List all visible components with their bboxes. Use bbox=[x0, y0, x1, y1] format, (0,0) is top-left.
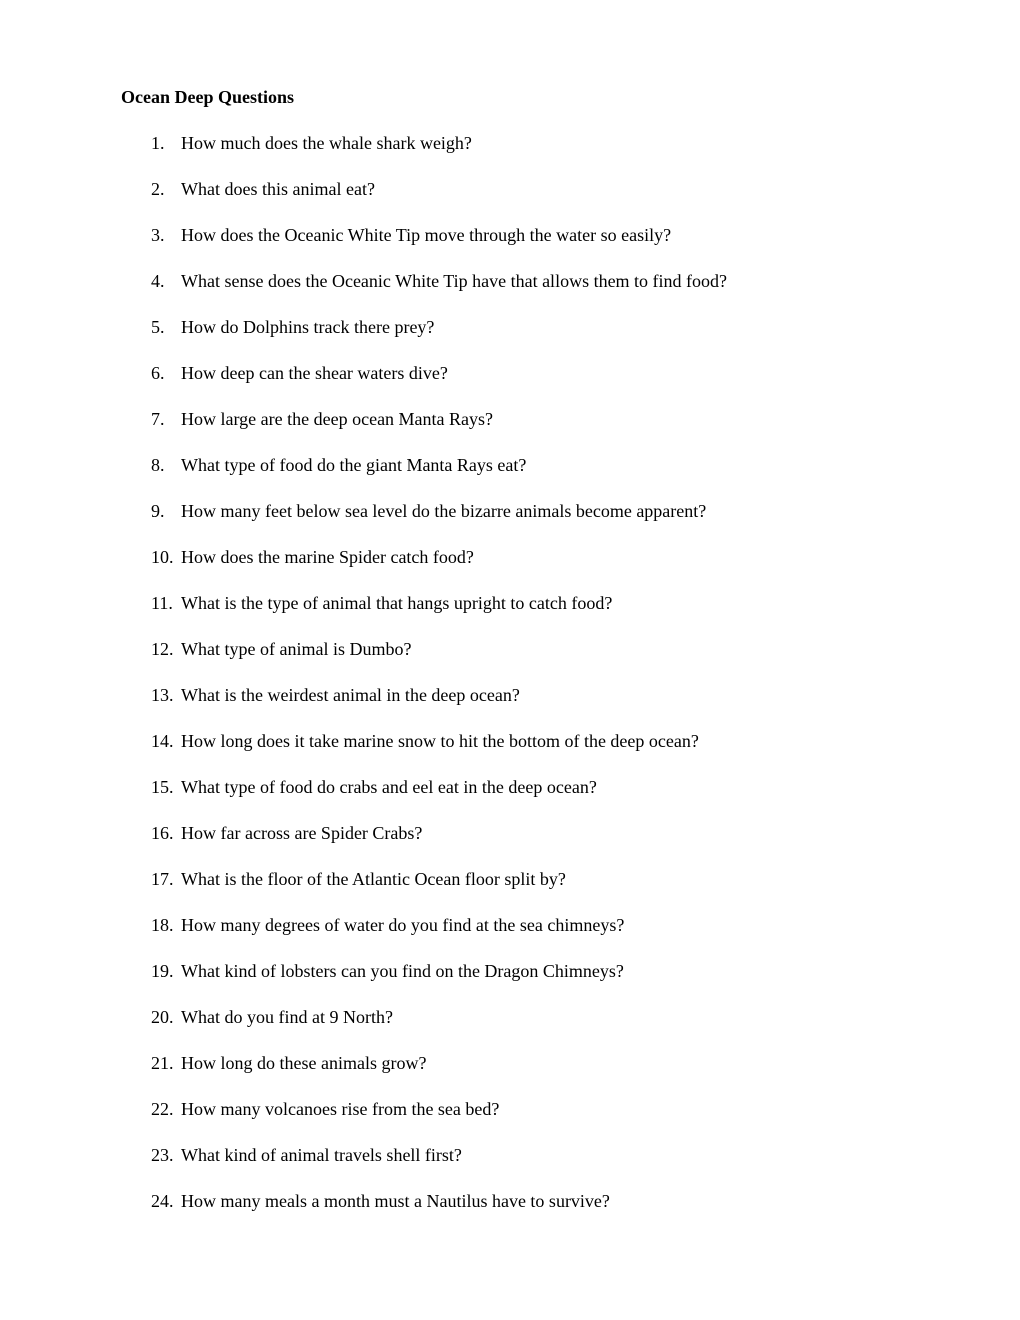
question-number: 8. bbox=[151, 455, 165, 475]
page-title: Ocean Deep Questions bbox=[121, 87, 294, 107]
question-text: What do you find at 9 North? bbox=[181, 1007, 393, 1027]
question-number: 20. bbox=[151, 1007, 174, 1027]
question-text: How many meals a month must a Nautilus have to survive? bbox=[181, 1191, 610, 1211]
question-text: What is the type of animal that hangs upright to catch food? bbox=[181, 593, 613, 613]
question-text: How large are the deep ocean Manta Rays? bbox=[181, 409, 494, 429]
question-item bbox=[151, 776, 727, 822]
question-number: 13. bbox=[151, 685, 174, 705]
question-text: What kind of animal travels shell first? bbox=[181, 1145, 462, 1165]
question-text: What is the floor of the Atlantic Ocean floor split by? bbox=[181, 869, 566, 889]
question-text: How does the Oceanic White Tip move through the water so easily? bbox=[181, 225, 672, 245]
question-text: What sense does the Oceanic White Tip have that allows them to find food? bbox=[181, 271, 728, 291]
question-text: How long does it take marine snow to hit the bottom of the deep ocean? bbox=[181, 731, 699, 751]
question-number: 23. bbox=[151, 1145, 174, 1165]
question-text: How far across are Spider Crabs? bbox=[181, 823, 423, 843]
question-list bbox=[151, 132, 727, 1236]
question-item bbox=[151, 132, 727, 178]
question-item bbox=[151, 638, 727, 684]
question-text: What type of animal is Dumbo? bbox=[181, 639, 412, 659]
question-text: What kind of lobsters can you find on the Dragon Chimneys? bbox=[181, 961, 624, 981]
question-number: 22. bbox=[151, 1099, 174, 1119]
question-number: 7. bbox=[151, 409, 165, 429]
question-item bbox=[151, 684, 727, 730]
question-text: How does the marine Spider catch food? bbox=[181, 547, 474, 567]
question-text: What does this animal eat? bbox=[181, 179, 375, 199]
question-number: 16. bbox=[151, 823, 174, 843]
question-number: 15. bbox=[151, 777, 174, 797]
question-number: 10. bbox=[151, 547, 174, 567]
question-item bbox=[151, 868, 727, 914]
question-item bbox=[151, 1052, 727, 1098]
question-number: 5. bbox=[151, 317, 165, 337]
question-text: How long do these animals grow? bbox=[181, 1053, 427, 1073]
question-item bbox=[151, 822, 727, 868]
question-item bbox=[151, 1190, 727, 1236]
question-item bbox=[151, 592, 727, 638]
question-item bbox=[151, 914, 727, 960]
question-item bbox=[151, 408, 727, 454]
question-text: What is the weirdest animal in the deep ocean? bbox=[181, 685, 520, 705]
question-number: 14. bbox=[151, 731, 174, 751]
question-number: 18. bbox=[151, 915, 174, 935]
question-text: How much does the whale shark weigh? bbox=[181, 133, 472, 153]
question-number: 2. bbox=[151, 179, 165, 199]
question-item bbox=[151, 454, 727, 500]
question-number: 11. bbox=[151, 593, 173, 613]
question-number: 19. bbox=[151, 961, 174, 981]
question-item bbox=[151, 1098, 727, 1144]
question-number: 17. bbox=[151, 869, 174, 889]
question-item bbox=[151, 270, 727, 316]
question-text: How many feet below sea level do the bizarre animals become apparent? bbox=[181, 501, 707, 521]
question-number: 12. bbox=[151, 639, 174, 659]
question-text: How many degrees of water do you find at the sea chimneys? bbox=[181, 915, 625, 935]
question-item bbox=[151, 362, 727, 408]
question-number: 24. bbox=[151, 1191, 174, 1211]
question-number: 21. bbox=[151, 1053, 174, 1073]
question-number: 4. bbox=[151, 271, 165, 291]
question-number: 9. bbox=[151, 501, 165, 521]
question-item bbox=[151, 1144, 727, 1190]
question-text: What type of food do crabs and eel eat in the deep ocean? bbox=[181, 777, 597, 797]
question-item bbox=[151, 224, 727, 270]
question-number: 1. bbox=[151, 133, 165, 153]
question-text: What type of food do the giant Manta Rays eat? bbox=[181, 455, 527, 475]
question-item bbox=[151, 546, 727, 592]
question-number: 6. bbox=[151, 363, 165, 383]
question-item bbox=[151, 730, 727, 776]
question-item bbox=[151, 960, 727, 1006]
question-text: How do Dolphins track there prey? bbox=[181, 317, 435, 337]
question-text: How many volcanoes rise from the sea bed? bbox=[181, 1099, 500, 1119]
question-number: 3. bbox=[151, 225, 165, 245]
question-item bbox=[151, 1006, 727, 1052]
question-item bbox=[151, 316, 727, 362]
question-text: How deep can the shear waters dive? bbox=[181, 363, 448, 383]
question-item bbox=[151, 500, 727, 546]
question-item bbox=[151, 178, 727, 224]
